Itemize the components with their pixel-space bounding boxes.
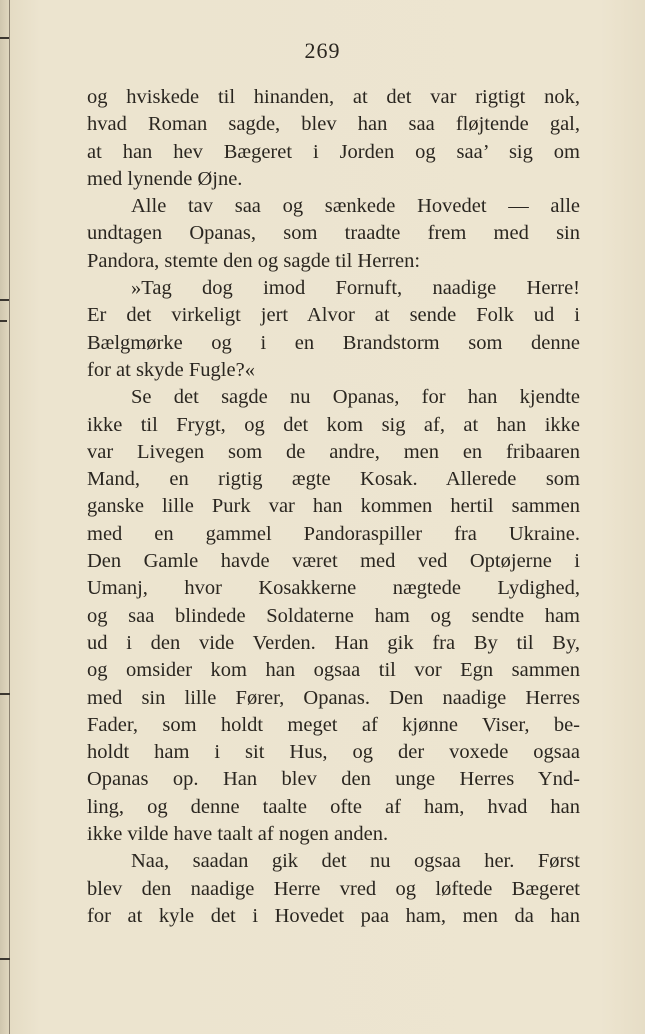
text-line: Fader, som holdt meget af kjønne Viser, be- [87, 713, 580, 736]
text-line: Mand, en rigtig ægte Kosak. Allerede som [87, 468, 580, 491]
page-number: 269 [304, 38, 341, 63]
text-line: ganske lille Purk var han kommen hertil sammen [87, 495, 580, 518]
edge-mark [0, 693, 10, 695]
text-line: undtagen Opanas, som traadte frem med sin [87, 222, 580, 245]
text-line: Se det sagde nu Opanas, for han kjendte [131, 386, 580, 409]
text-line: holdt ham i sit Hus, og der voxede ogsaa [87, 741, 580, 764]
text-line: Den Gamle havde været med ved Optøjerne i [87, 550, 580, 573]
text-line: ud i den vide Verden. Han gik fra By til By, [87, 631, 580, 654]
text-line: ling, og denne taalte ofte af ham, hvad han [87, 795, 580, 818]
text-line: Opanas op. Han blev den unge Herres Ynd- [87, 768, 580, 791]
text-line: hvad Roman sagde, blev han saa fløjtende gal, [87, 113, 580, 136]
text-line: Pandora, stemte den og sagde til Herren: [87, 249, 421, 272]
text-line: for at skyde Fugle?« [87, 358, 255, 381]
text-line: og omsider kom han ogsaa til vor Egn sammen [87, 659, 580, 682]
text-line: blev den naadige Herre vred og løftede Bægeret [87, 877, 580, 900]
text-line: Bælgmørke og i en Brandstorm som denne [87, 331, 580, 354]
text-line: Naa, saadan gik det nu ogsaa her. Først [131, 850, 580, 873]
text-line: for at kyle det i Hovedet paa ham, men da han [87, 904, 580, 927]
text-line: Alle tav saa og sænkede Hovedet — alle [131, 195, 580, 218]
edge-mark [0, 958, 10, 960]
edge-mark [0, 320, 7, 322]
edge-mark [0, 299, 9, 301]
text-line: at han hev Bægeret i Jorden og saa’ sig om [87, 140, 580, 163]
text-line: og hviskede til hinanden, at det var rigtigt nok, [87, 86, 580, 108]
text-line: var Livegen som de andre, men en fribaaren [87, 440, 580, 463]
text-line: med sin lille Fører, Opanas. Den naadige Herres [87, 686, 580, 709]
text-line: og saa blindede Soldaterne ham og sendte ham [87, 604, 580, 627]
text-line: ikke til Frygt, og det kom sig af, at han ikke [87, 413, 580, 436]
page-binding-edge [0, 0, 10, 1034]
text-line: ikke vilde have taalt af nogen anden. [87, 823, 389, 846]
text-line: med lynende Øjne. [87, 167, 243, 190]
text-line: »Tag dog imod Fornuft, naadige Herre! [131, 277, 580, 300]
text-line: Umanj, hvor Kosakkerne nægtede Lydighed, [87, 577, 580, 600]
body-text [87, 84, 580, 930]
text-line: med en gammel Pandoraspiller fra Ukraine. [87, 522, 580, 545]
text-line: Er det virkeligt jert Alvor at sende Folk ud i [87, 304, 580, 327]
